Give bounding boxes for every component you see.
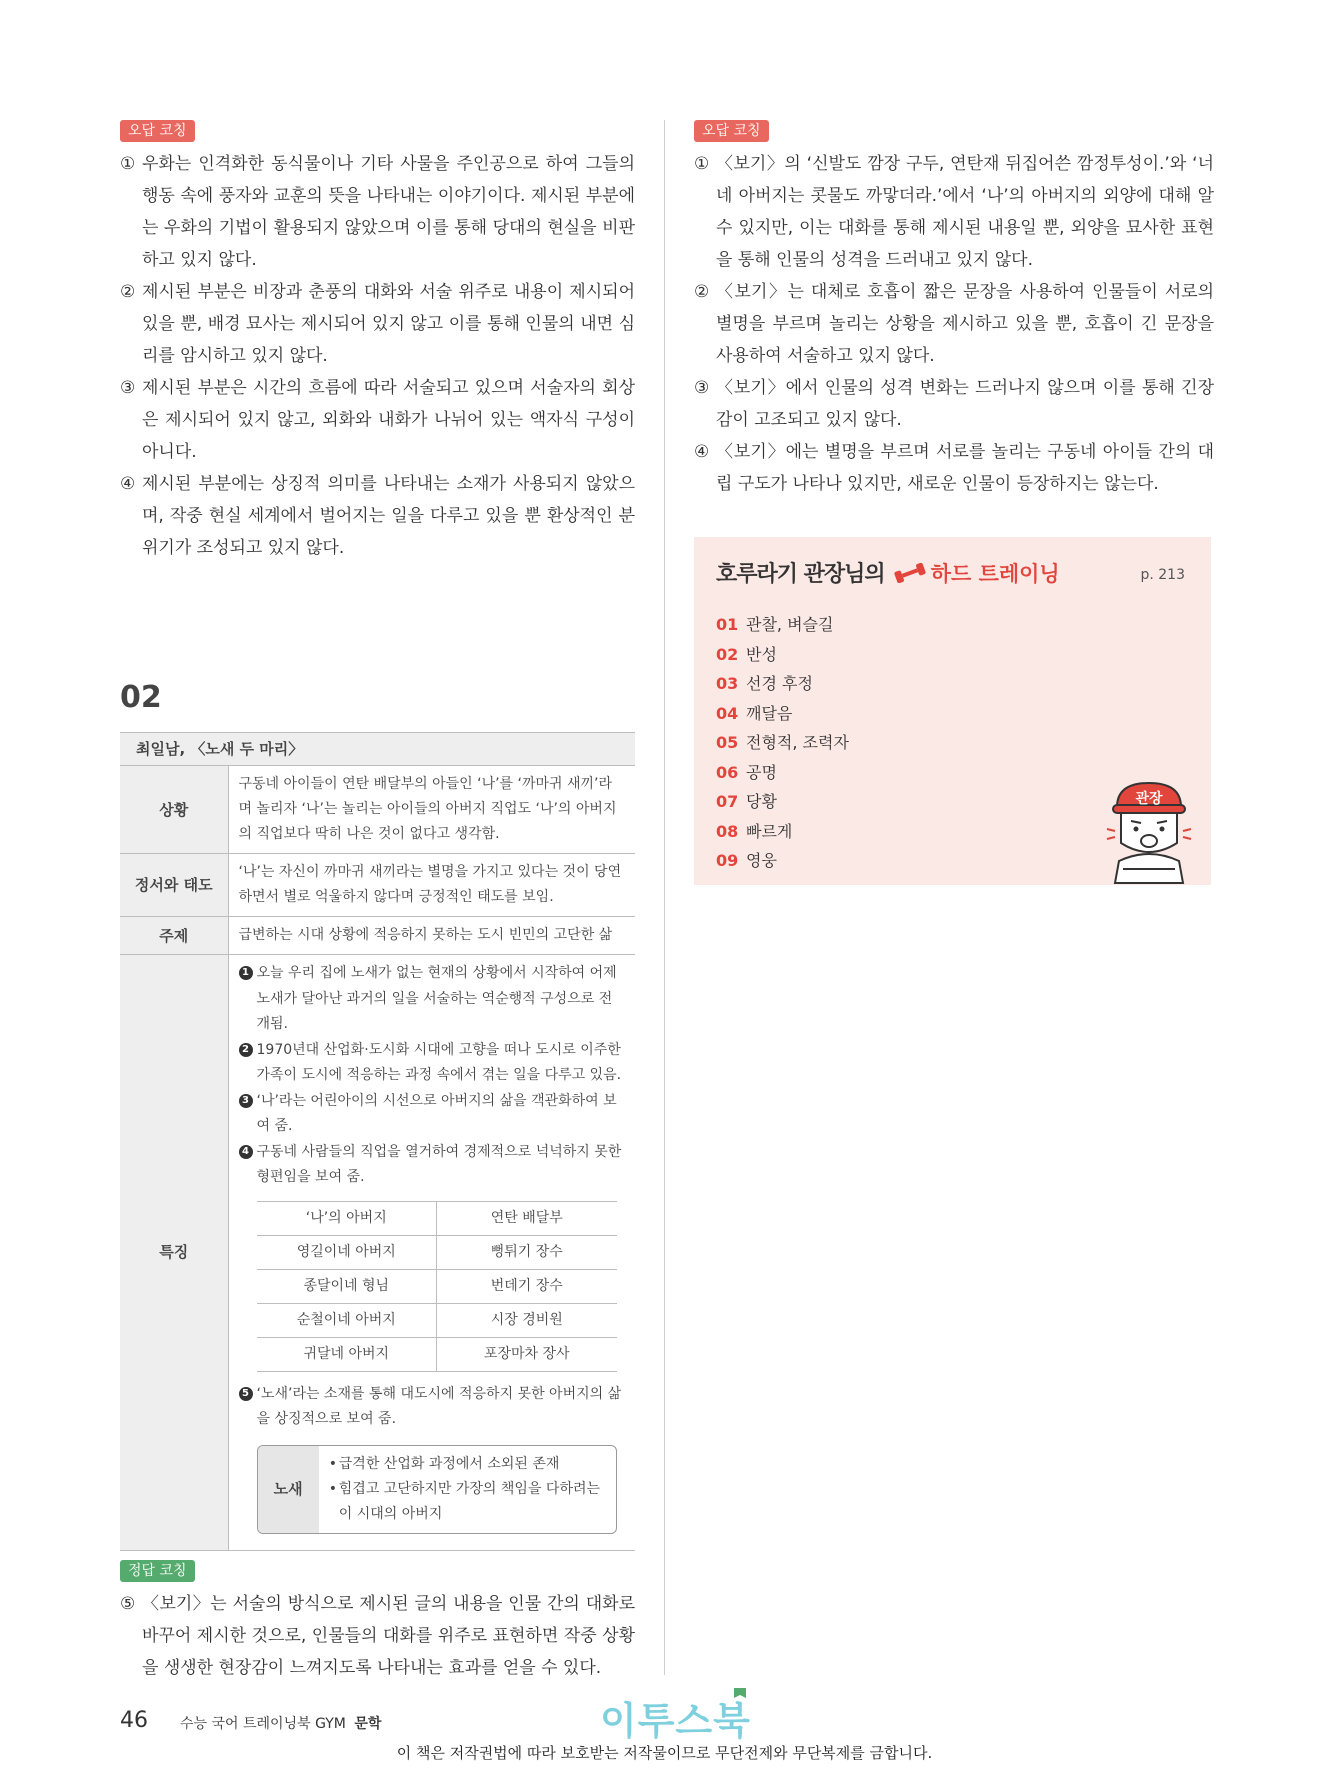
item-text: 〈보기〉는 대체로 호흡이 짧은 문장을 사용하여 인물들이 서로의 별명을 부르며 놀리는 상황을 제시하고 있을 뿐, 호흡이 긴 문장을 사용하여 서술하고 있지 않다. xyxy=(716,282,1214,366)
question-number: 02 xyxy=(120,680,162,715)
item-text: 〈보기〉에서 인물의 성격 변화는 드러나지 않으며 이를 통해 긴장감이 고조되고 있지 않다. xyxy=(716,378,1214,430)
feature-text: 1970년대 산업화·도시화 시대에 고향을 떠나 도시로 이주한 가족이 도시에 적응하는 과정 속에서 겪는 일을 다루고 있음. xyxy=(256,1041,622,1083)
theme-text: 급변하는 시대 상황에 적응하지 못하는 도시 빈민의 고단한 삶 xyxy=(228,917,635,955)
answer-text: 선경 후정 xyxy=(746,674,813,693)
mascot-hat-text: 관장 xyxy=(1135,791,1163,807)
job-person: 순철이네 아버지 xyxy=(257,1303,437,1337)
feature-number: 3 xyxy=(239,1094,253,1108)
item-number: ④ xyxy=(120,474,136,494)
list-item xyxy=(120,372,635,468)
dumbbell-icon xyxy=(893,563,927,583)
attitude-text: ‘나’는 자신이 까마귀 새끼라는 별명을 가지고 있다는 것이 당연하면서 별로 억울하지 않다며 긍정적인 태도를 보임. xyxy=(228,854,635,917)
job-name: 포장마차 장사 xyxy=(437,1337,617,1371)
feature-text: 오늘 우리 집에 노새가 없는 현재의 상황에서 시작하여 어제 노새가 달아난 과거의 일을 서술하는 역순행적 구성으로 전개됨. xyxy=(256,965,617,1032)
job-name: 뻥튀기 장수 xyxy=(437,1235,617,1269)
answer-text: 전형적, 조력자 xyxy=(746,733,849,752)
list-item xyxy=(716,610,1189,640)
answer-text: 깨달음 xyxy=(746,703,793,723)
item-number: ③ xyxy=(120,378,136,398)
answer-number: 01 xyxy=(716,615,739,634)
answer-number: 03 xyxy=(716,674,739,693)
table-row xyxy=(120,854,635,917)
job-name: 번데기 장수 xyxy=(437,1269,617,1303)
item-number: ② xyxy=(120,282,136,302)
item-number: ④ xyxy=(694,442,710,462)
table-row xyxy=(257,1235,617,1269)
coach-mascot-illustration xyxy=(1103,777,1195,885)
feature-item xyxy=(239,1038,626,1089)
list-item xyxy=(716,699,1189,729)
table-row xyxy=(257,1201,617,1235)
symbol-meaning-list xyxy=(319,1446,616,1533)
work-analysis-table xyxy=(120,732,635,1551)
answer-number: 04 xyxy=(716,703,739,723)
row-label-situation: 상황 xyxy=(120,766,228,854)
item-text: 〈보기〉의 ‘신발도 깜장 구두, 연탄재 뒤집어쓴 깜정투성이.’와 ‘너네 아버지는 콧물도 까맣더라.’에서 ‘나’의 아버지의 외양에 대해 알 수 있지만, 이는 대화를 통해 제시된 내용일 뿐, 외양을 묘사한 표현을 통해 인물의 성격을 드러내고 있지 않다. xyxy=(716,154,1214,270)
right-wrong-coaching xyxy=(694,120,1214,500)
list-item xyxy=(120,1588,635,1684)
row-label-theme: 주제 xyxy=(120,917,228,955)
column-divider xyxy=(664,120,665,1675)
left-wrong-coaching xyxy=(120,120,635,564)
list-item xyxy=(120,148,635,276)
feature-number: 4 xyxy=(239,1145,253,1159)
feature-text: ‘노새’라는 소재를 통해 대도시에 적응하지 못한 아버지의 삶을 상징적으로 보여 줌. xyxy=(256,1385,622,1427)
answer-text: 영웅 xyxy=(746,851,777,870)
job-name: 시장 경비원 xyxy=(437,1303,617,1337)
list-item xyxy=(120,276,635,372)
symbol-box xyxy=(257,1445,617,1534)
correct-coaching-list xyxy=(120,1588,635,1684)
list-item xyxy=(694,148,1214,276)
feature-text: 구동네 사람들의 직업을 열거하여 경제적으로 넉넉하지 못한 형편임을 보여 줌. xyxy=(256,1143,622,1185)
publisher-logo: 이투스북 xyxy=(600,1699,751,1743)
wrong-coaching-badge: 오답 코칭 xyxy=(120,120,195,142)
situation-text: 구동네 아이들이 연탄 배달부의 아들인 ‘나’를 ‘까마귀 새끼’라며 놀리자 ‘나’는 놀리는 아이들의 아버지 직업도 ‘나’의 아버지의 직업보다 딱히 나은 것이 없다고 생각함. xyxy=(228,766,635,854)
answer-number: 02 xyxy=(716,644,739,664)
answer-text: 당황 xyxy=(746,792,777,811)
job-person: ‘나’의 아버지 xyxy=(257,1201,437,1235)
wrong-coaching-list xyxy=(694,148,1214,500)
list-item xyxy=(716,669,1189,699)
job-name: 연탄 배달부 xyxy=(437,1201,617,1235)
item-text: 제시된 부분에는 상징적 의미를 나타내는 소재가 사용되지 않았으며, 작중 현실 세계에서 벌어지는 일을 다루고 있을 뿐 환상적인 분위기가 조성되고 있지 않다. xyxy=(142,474,635,558)
item-text: 우화는 인격화한 동식물이나 기타 사물을 주인공으로 하여 그들의 행동 속에 풍자와 교훈의 뜻을 나타내는 이야기이다. 제시된 부분에는 우화의 기법이 활용되지 않았으며 이를 통해 당대의 현실을 비판하고 있지 않다. xyxy=(142,154,635,270)
answer-text: 빠르게 xyxy=(746,821,793,841)
job-person: 영길이네 아버지 xyxy=(257,1235,437,1269)
item-text: 제시된 부분은 비장과 춘풍의 대화와 서술 위주로 내용이 제시되어 있을 뿐, 배경 묘사는 제시되어 있지 않고 이를 통해 인물의 내면 심리를 암시하고 있지 않다. xyxy=(142,282,635,366)
feature-item xyxy=(239,1089,626,1140)
training-page-ref: p. 213 xyxy=(1140,567,1185,583)
list-item xyxy=(694,276,1214,372)
table-row xyxy=(257,1269,617,1303)
training-title-main: 하드 트레이닝 xyxy=(930,561,1060,586)
table-row xyxy=(257,1303,617,1337)
table-row xyxy=(120,955,635,1551)
item-number: ① xyxy=(694,154,710,174)
feature-number: 1 xyxy=(239,966,253,980)
answer-number: 06 xyxy=(716,762,739,782)
wrong-coaching-list xyxy=(120,148,635,564)
page-number: 46 xyxy=(120,1708,148,1733)
feature-item xyxy=(239,1140,626,1191)
training-title xyxy=(716,557,1189,588)
work-title: 최일남, 〈노새 두 마리〉 xyxy=(120,733,635,766)
item-number: ② xyxy=(694,282,710,302)
answer-text: 관찰, 벼슬길 xyxy=(746,615,834,634)
answer-text: 반성 xyxy=(746,644,777,664)
book-title xyxy=(180,1713,381,1733)
feature-item xyxy=(239,1382,626,1433)
logo-flag-icon xyxy=(732,1686,748,1702)
table-row xyxy=(120,733,635,766)
answer-text: 공명 xyxy=(746,762,777,782)
feature-number: 5 xyxy=(239,1387,253,1401)
answer-number: 08 xyxy=(716,821,739,841)
item-number: ③ xyxy=(694,378,710,398)
feature-number: 2 xyxy=(239,1043,253,1057)
answer-number: 05 xyxy=(716,733,739,752)
job-person: 종달이네 형님 xyxy=(257,1269,437,1303)
feature-text: ‘나’라는 어린아이의 시선으로 아버지의 삶을 객관화하여 보여 줌. xyxy=(256,1092,617,1134)
list-item xyxy=(694,372,1214,436)
row-label-features: 특징 xyxy=(120,955,228,1551)
answer-number: 07 xyxy=(716,792,739,811)
jobs-table xyxy=(257,1201,617,1372)
item-text: 제시된 부분은 시간의 흐름에 따라 서술되고 있으며 서술자의 회상은 제시되어 있지 않고, 외화와 내화가 나뉘어 있는 액자식 구성이 아니다. xyxy=(142,378,635,462)
item-text: 〈보기〉에는 별명을 부르며 서로를 놀리는 구동네 아이들 간의 대립 구도가 나타나 있지만, 새로운 인물이 등장하지는 않는다. xyxy=(716,442,1214,494)
copyright-notice: 이 책은 저작권법에 따라 보호받는 저작물이므로 무단전제와 무단복제를 금합니다. xyxy=(396,1744,933,1762)
table-row xyxy=(120,766,635,854)
features-cell xyxy=(228,955,635,1551)
table-row xyxy=(257,1337,617,1371)
item-number: ⑤ xyxy=(120,1594,136,1614)
symbol-label: 노새 xyxy=(258,1446,319,1533)
answer-number: 09 xyxy=(716,851,739,870)
list-item xyxy=(716,728,1189,758)
training-title-prefix: 호루라기 관장님의 xyxy=(716,562,885,587)
job-person: 귀달네 아버지 xyxy=(257,1337,437,1371)
feature-item xyxy=(239,961,626,1038)
list-item xyxy=(120,468,635,564)
table-row xyxy=(120,917,635,955)
correct-coaching xyxy=(120,1560,635,1684)
row-label-attitude: 정서와 태도 xyxy=(120,854,228,917)
item-text: 〈보기〉는 서술의 방식으로 제시된 글의 내용을 인물 간의 대화로 바꾸어 제시한 것으로, 인물들의 대화를 위주로 표현하면 작중 상황을 생생한 현장감이 느껴지도록 나타내는 효과를 얻을 수 있다. xyxy=(142,1594,635,1678)
item-number: ① xyxy=(120,154,136,174)
correct-coaching-badge: 정답 코칭 xyxy=(120,1560,195,1582)
hard-training-box xyxy=(694,537,1211,885)
book-subject: 문학 xyxy=(354,1716,382,1732)
list-item: • 힘겹고 고단하지만 가장의 책임을 다하려는 이 시대의 아버지 xyxy=(329,1477,606,1527)
book-name: 수능 국어 트레이닝북 GYM xyxy=(180,1716,346,1732)
list-item xyxy=(716,640,1189,670)
list-item xyxy=(694,436,1214,500)
wrong-coaching-badge: 오답 코칭 xyxy=(694,120,769,142)
list-item: • 급격한 산업화 과정에서 소외된 존재 xyxy=(329,1452,606,1477)
